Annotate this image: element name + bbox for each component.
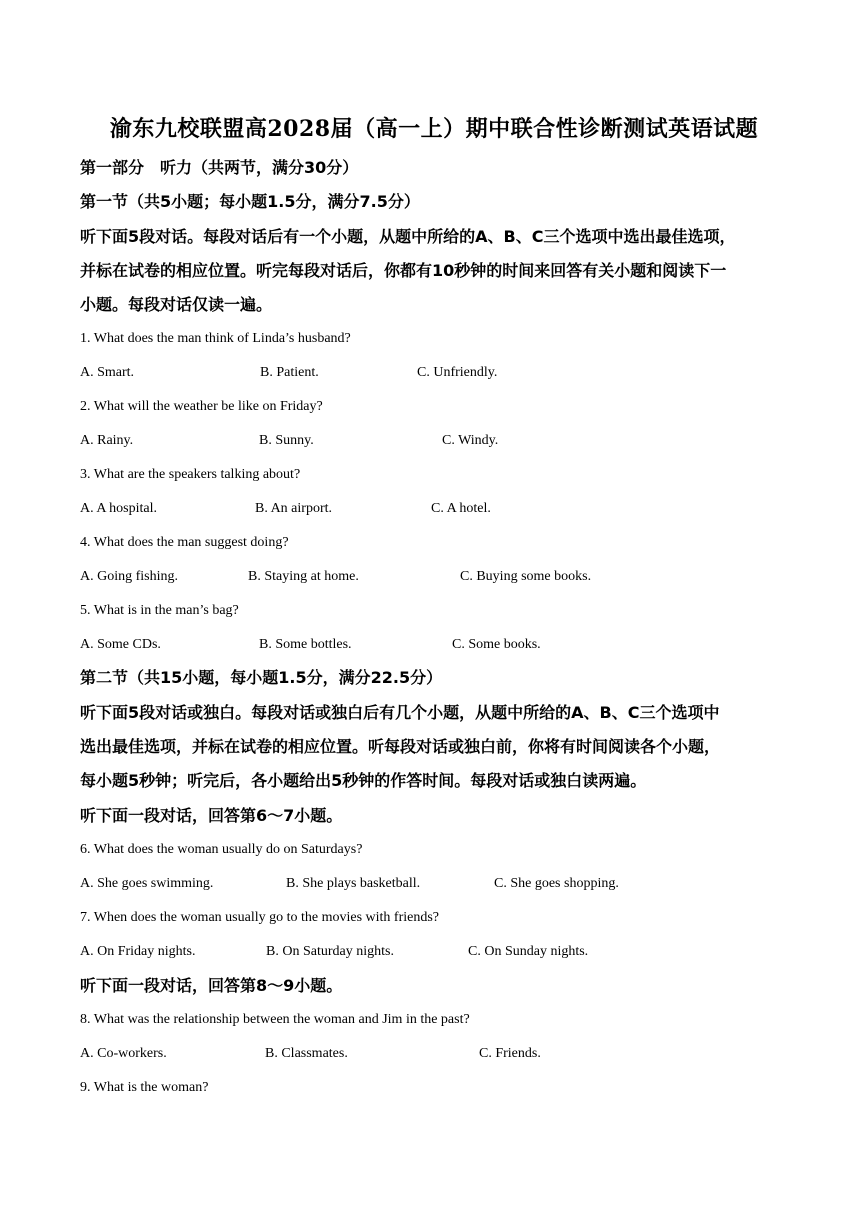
question-5: 5. What is in the man’s bag? [80,603,239,618]
question-8: 8. What was the relationship between the woman and Jim in the past? [80,1012,470,1027]
option-c: C. Buying some books. [460,569,592,584]
question-7: 7. When does the woman usually go to the movies with friends? [80,910,440,925]
question-2-options [80,431,792,451]
part1-heading: 第一部分 听力（共两节，满分30分） [80,158,359,177]
option-b: B. An airport. [255,501,332,516]
option-b: B. Sunny. [259,433,314,448]
question-3: 3. What are the speakers talking about? [80,467,301,482]
question-4-options [80,567,792,587]
option-c: C. She goes shopping. [494,876,619,891]
option-b: B. On Saturday nights. [266,944,394,959]
option-c: C. Friends. [479,1046,541,1061]
option-a: A. Smart. [80,365,135,380]
section1-heading: 第一节（共5小题；每小题1.5分，满分7.5分） [80,192,420,211]
question-7-options [80,942,792,962]
question-3-options [80,499,792,519]
option-a: A. Some CDs. [80,637,161,652]
question-9: 9. What is the woman? [80,1080,209,1095]
instruction-line: 每小题5秒钟；听完后，各小题给出5秒钟的作答时间。每段对话或独白读两遍。 [80,771,647,790]
option-a: A. On Friday nights. [80,944,196,959]
question-6-options [80,874,792,894]
instruction-line: 并标在试卷的相应位置。听完每段对话后，你都有10秒钟的时间来回答有关小题和阅读下一 [80,261,727,280]
option-c: C. Some books. [452,637,541,652]
instruction-line: 听下面5段对话或独白。每段对话或独白后有几个小题，从题中所给的A、B、C三个选项中 [80,703,720,722]
question-5-options [80,635,792,655]
section2-instructions [80,696,792,798]
instruction-line: 小题。每段对话仅读一遍。 [80,295,273,314]
option-a: A. A hospital. [80,501,158,516]
question-4: 4. What does the man suggest doing? [80,535,289,550]
question-1-options [80,363,792,383]
question-1: 1. What does the man think of Linda’s husband? [80,331,351,346]
group-8-9-heading: 听下面一段对话，回答第8～9小题。 [80,976,343,995]
question-8-options [80,1044,792,1064]
section1-instructions [80,220,792,322]
option-b: B. Patient. [260,365,319,380]
option-c: C. On Sunday nights. [468,944,589,959]
instruction-line: 选出最佳选项，并标在试卷的相应位置。听每段对话或独白前，你将有时间阅读各个小题， [80,737,721,756]
question-2: 2. What will the weather be like on Friday? [80,399,323,414]
option-a: A. She goes swimming. [80,876,214,891]
question-6: 6. What does the woman usually do on Saturdays? [80,842,363,857]
instruction-line: 听下面5段对话。每段对话后有一个小题，从题中所给的A、B、C三个选项中选出最佳选项， [80,227,736,246]
option-b: B. She plays basketball. [286,876,421,891]
option-c: C. A hotel. [431,501,491,516]
option-c: C. Unfriendly. [417,365,498,380]
section2-heading: 第二节（共15小题，每小题1.5分，满分22.5分） [80,668,443,687]
option-a: A. Going fishing. [80,569,178,584]
option-a: A. Rainy. [80,433,134,448]
group-6-7-heading: 听下面一段对话，回答第6～7小题。 [80,806,343,825]
option-b: B. Classmates. [265,1046,348,1061]
option-b: B. Some bottles. [259,637,352,652]
option-c: C. Windy. [442,433,499,448]
exam-title: 渝东九校联盟高2028届（高一上）期中联合性诊断测试英语试题 [109,116,759,142]
option-b: B. Staying at home. [248,569,359,584]
option-a: A. Co-workers. [80,1046,167,1061]
